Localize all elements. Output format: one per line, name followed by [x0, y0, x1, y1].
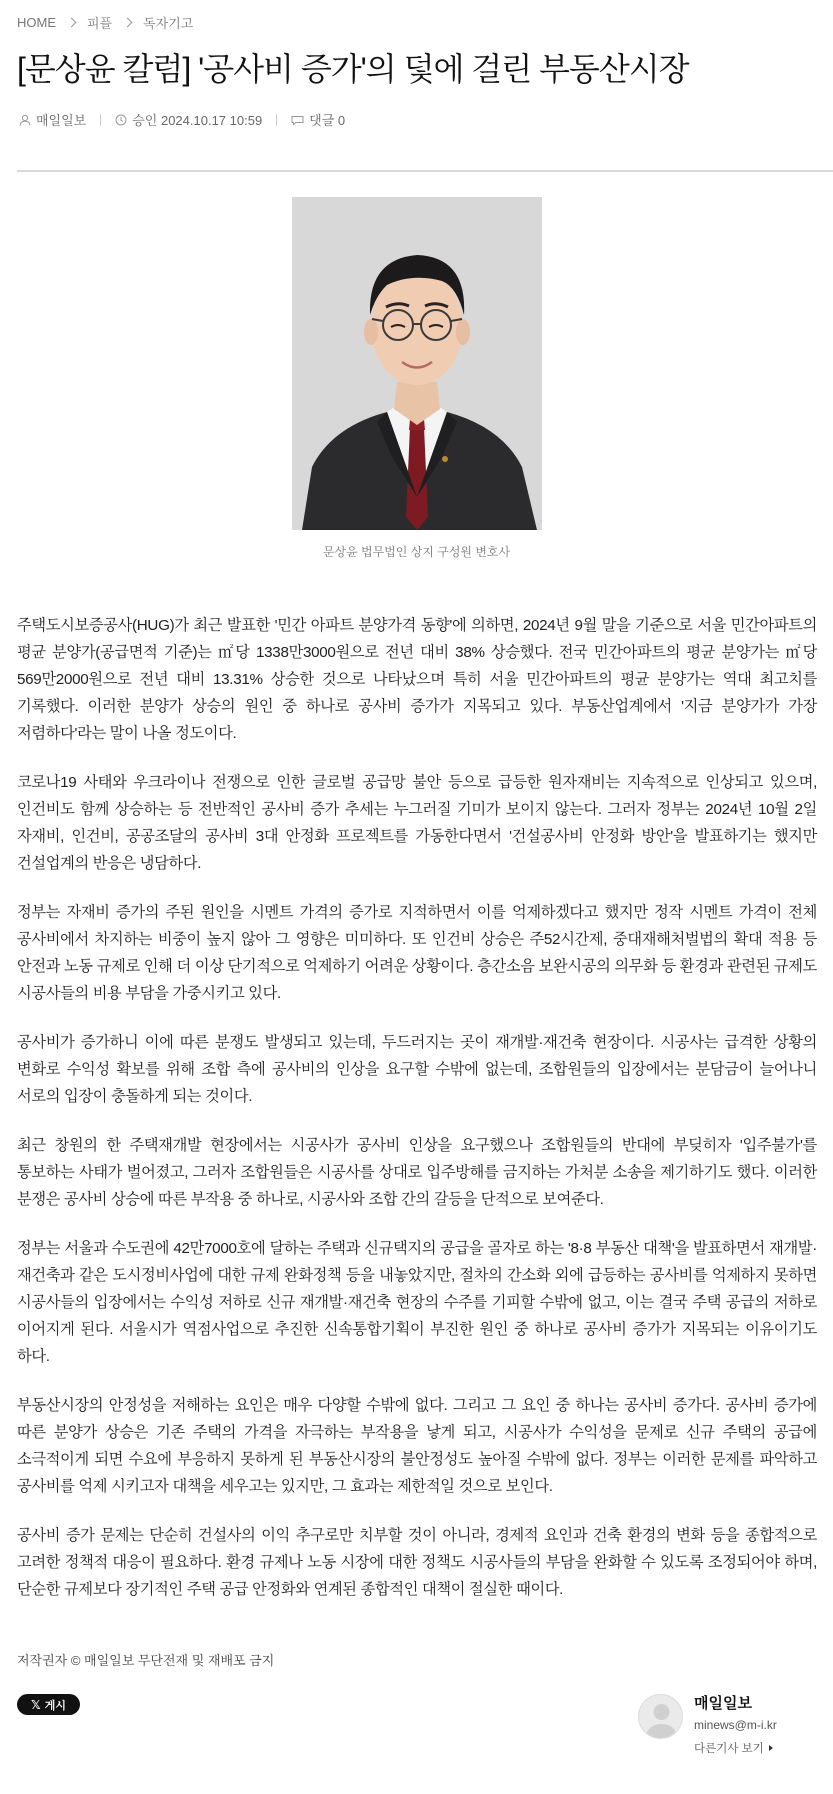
article-meta — [19, 110, 345, 129]
article-paragraph: 코로나19 사태와 우크라이나 전쟁으로 인한 글로벌 공급망 불안 등으로 급등한 원자재비는 지속적으로 인상되고 있으며, 인건비도 함께 상승하는 등 전반적인 공사비 증가 추세는 누그러질 기미가 보이지 않는다. 그러자 정부는 2024년 10월 2일 자재비, 인건비, 공공조달의 공사비 3대 안정화 프로젝트를 가동한다면서 '건설공사비 안정화 방안'을 발표하기는 했지만 건설업계의 반응은 냉담하다. — [17, 774, 817, 872]
reporter-card — [638, 1692, 818, 1762]
reporter-name: 매일일보 — [694, 1695, 752, 1712]
article-paragraph: 공사비가 증가하니 이에 따른 분쟁도 발생되고 있는데, 두드러지는 곳이 재개발·재건축 현장이다. 시공사는 급격한 상황의 변화로 수익성 확보를 위해 조합 측에 공사비의 인상을 요구할 수밖에 없는데, 조합원들의 입장에서는 분담금이 늘어나니 서로의 입장이 충돌하게 되는 것이다. — [17, 1034, 817, 1105]
header-divider — [17, 170, 833, 172]
meta-published-label: 승인 2024.10.17 10:59 — [132, 113, 263, 128]
breadcrumb-subsection[interactable]: 독자기고 — [143, 16, 194, 31]
meta-author — [19, 110, 86, 129]
meta-comments[interactable] — [291, 110, 345, 129]
x-logo-icon: 𝕏 — [31, 1697, 41, 1712]
article-paragraph: 공사비 증가 문제는 단순히 건설사의 이익 추구로만 치부할 것이 아니라, 경제적 요인과 건축 환경의 변화 등을 종합적으로 고려한 정책적 대응이 필요하다. 환경 규제나 노동 시장에 대한 정책도 시공사들의 부담을 완화할 수 있도록 조정되어야 하며, 단순한 규제보다 장기적인 주택 공급 안정화와 연계된 종합적인 대책이 절실한 때이다. — [17, 1527, 817, 1598]
article-paragraph: 주택도시보증공사(HUG)가 최근 발표한 '민간 아파트 분양가격 동향'에 의하면, 2024년 9월 말을 기준으로 서울 민간아파트의 평균 분양가(공급면적 기준)는 ㎡당 1338만3000원으로 전년 대비 38% 상승했다. 전국 민간아파트의 평균 분양가는 ㎡당 569만2000원으로 전년 대비 13.31% 상승한 것으로 나타났으며 특히 서울 민간아파트의 평균 분양가는 역대 최고치를 기록했다. 이러한 분양가 상승의 원인 중 하나로 공사비 증가가 지목되고 있다. 부동산업계에서 '지금 분양가가 가장 저렴하다'라는 말이 나올 정도이다. — [17, 617, 817, 742]
article-paragraph: 정부는 자재비 증가의 주된 원인을 시멘트 가격의 증가로 지적하면서 이를 억제하겠다고 했지만 정작 시멘트 가격이 전체 공사비에서 차지하는 비중이 높지 않아 그 영향은 미미하다. 또 인건비 상승은 주52시간제, 중대재해처벌법의 확대 적용 등 안전과 노동 규제로 인해 더 이상 단기적으로 억제하기 어려운 상황이다. 층간소음 보완시공의 의무화 등 환경과 관련된 규제도 시공사들의 비용 부담을 가중시키고 있다. — [17, 904, 817, 1002]
chevron-right-icon — [67, 18, 77, 28]
chevron-right-icon — [123, 18, 133, 28]
caret-right-icon — [769, 1745, 773, 1751]
person-icon — [19, 114, 31, 126]
meta-author-label[interactable]: 매일일보 — [36, 113, 87, 128]
breadcrumb-section[interactable]: 피플 — [87, 16, 113, 31]
breadcrumb-home[interactable]: HOME — [17, 15, 56, 30]
divider — [276, 114, 277, 126]
avatar — [638, 1694, 683, 1739]
more-articles-label: 다른기사 보기 — [694, 1743, 764, 1755]
clock-icon — [115, 114, 127, 126]
breadcrumb — [17, 13, 193, 32]
copyright-notice: 저작권자 © 매일일보 무단전재 및 재배포 금지 — [17, 1653, 275, 1668]
meta-comments-label[interactable]: 댓글 0 — [309, 113, 346, 128]
x-post-button[interactable] — [17, 1694, 80, 1715]
article-paragraph: 최근 창원의 한 주택재개발 현장에서는 시공사가 공사비 인상을 요구했으나 조합원들의 반대에 부딪히자 '입주불가'를 통보하는 사태가 벌어졌고, 그러자 조합원들은 시공사를 상대로 입주방해를 금지하는 가처분 소송을 제기하기도 했다. 이러한 분쟁은 공사비 상승에 따른 부작용 중 하나로, 시공사와 조합 간의 갈등을 단적으로 보여준다. — [17, 1137, 817, 1208]
meta-published — [115, 110, 262, 129]
author-photo — [292, 197, 542, 530]
x-post-label: 게시 — [44, 1699, 66, 1712]
photo-caption: 문상윤 법무법인 상지 구성원 변호사 — [322, 545, 511, 559]
comment-icon — [291, 114, 304, 126]
article-title: [문상윤 칼럼] '공사비 증가'의 덫에 걸린 부동산시장 — [17, 51, 689, 87]
article-paragraph: 정부는 서울과 수도권에 42만7000호에 달하는 주택과 신규택지의 공급을 골자로 하는 '8·8 부동산 대책'을 발표하면서 재개발·재건축과 같은 도시정비사업에 대한 규제 완화정책 등을 내놓았지만, 절차의 간소화 외에 급등하는 공사비를 억제하지 못하면 시공사들의 입장에서는 수익성 저하로 신규 재개발·재건축 현장의 수주를 기피할 수밖에 없고, 이는 결국 주택 공급의 저하로 이어지게 된다. 서울시가 역점사업으로 추진한 신속통합기획이 부진한 원인 중 하나로 공사비 증가가 지목되는 이유이기도 하다. — [17, 1240, 817, 1365]
article-paragraph: 부동산시장의 안정성을 저해하는 요인은 매우 다양할 수밖에 없다. 그리고 그 요인 중 하나는 공사비 증가다. 공사비 증가에 따른 분양가 상승은 기존 주택의 가격을 자극하는 부작용을 낳게 되고, 시공사가 수익성을 문제로 신규 주택의 공급에 소극적이게 되면 수요에 부응하지 못하게 된 부동산시장의 불안정성도 높아질 수밖에 없다. 정부는 이러한 문제를 파악하고 공사비를 억제 시키고자 대책을 세우고는 있지만, 그 효과는 제한적일 것으로 보인다. — [17, 1397, 817, 1495]
reporter-email[interactable]: minews@m-i.kr — [694, 1718, 777, 1732]
divider — [100, 114, 101, 126]
article-body — [17, 612, 817, 1625]
more-articles-link[interactable] — [694, 1740, 773, 1756]
